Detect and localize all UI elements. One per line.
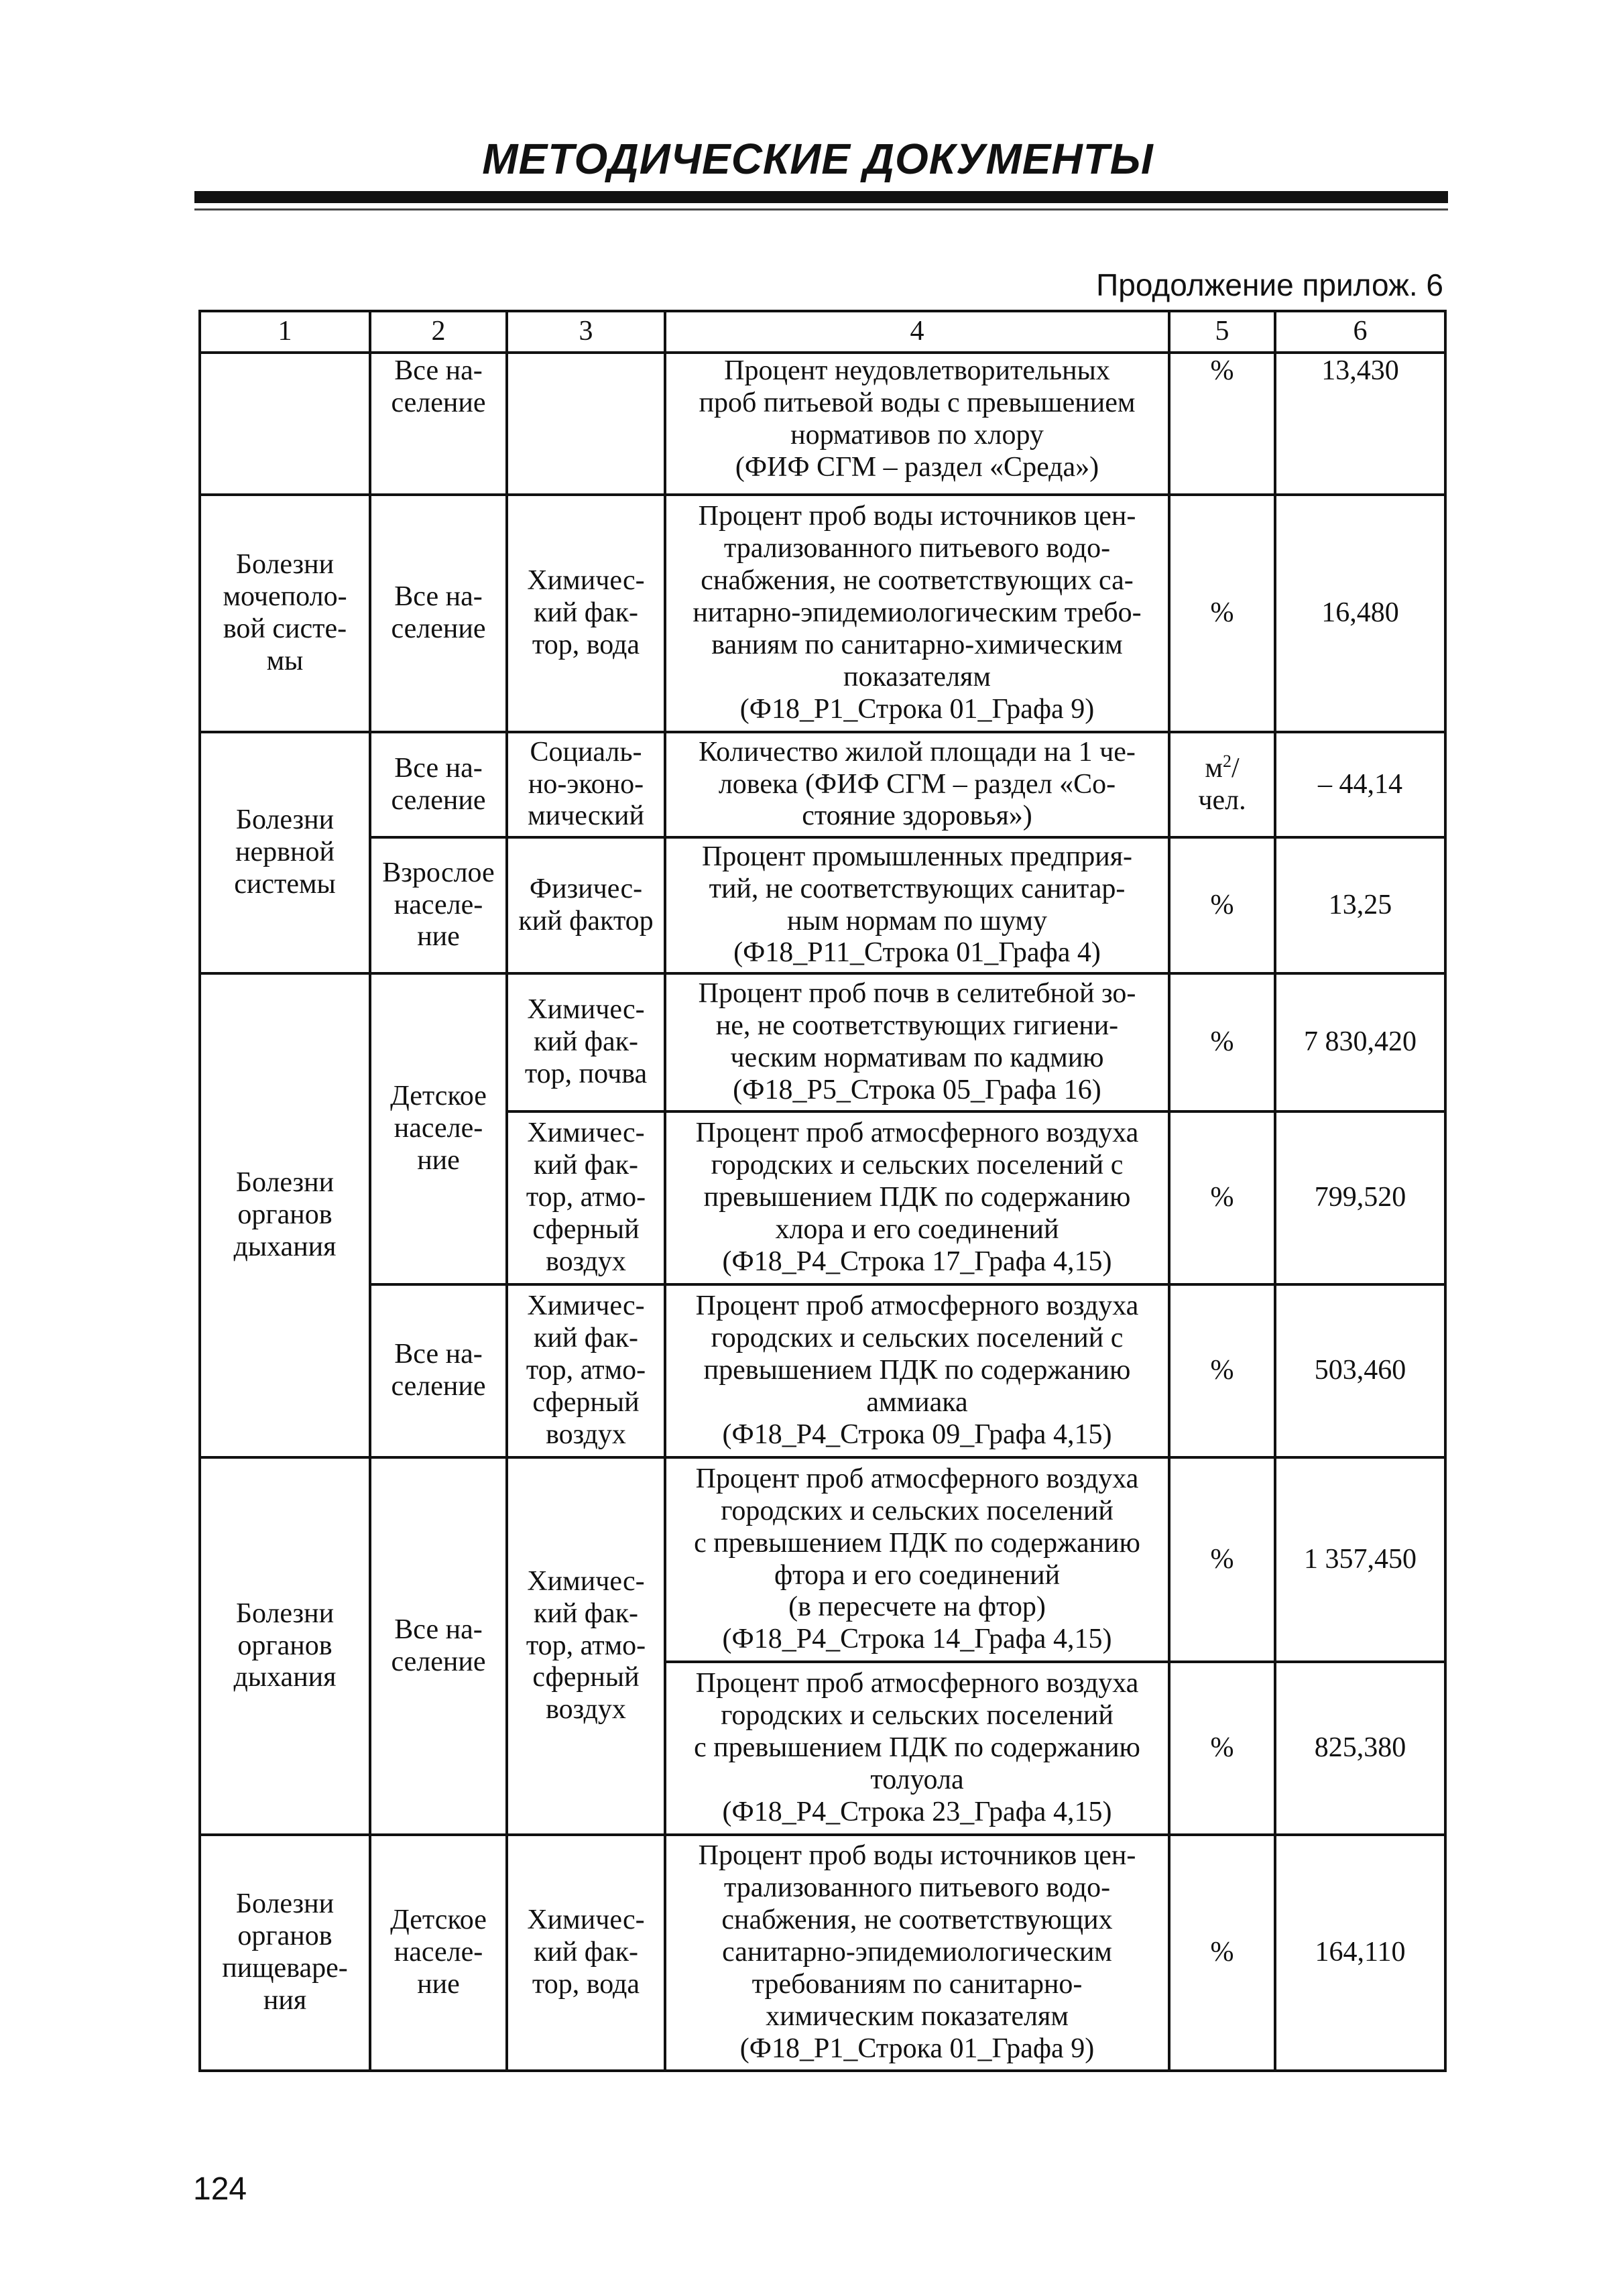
- unit-cell: %: [1169, 353, 1275, 495]
- unit-cell: %: [1169, 837, 1275, 973]
- value-cell: 164,110: [1275, 1835, 1445, 2071]
- indicator-cell: Процент проб атмосферного воздуха городских и сельских поселений с превышением ПДК по содержанию фтора и его соединений (в пересчете на фтор) (Ф18_Р4_Строка 14_Графа 4,15): [665, 1457, 1169, 1662]
- population-cell: Все на- селение: [370, 732, 507, 837]
- value-cell: 799,520: [1275, 1111, 1445, 1284]
- factor-cell: Химичес- кий фак- тор, вода: [507, 495, 665, 732]
- header-rule-thick: [194, 191, 1448, 203]
- unit-cell: %: [1169, 1457, 1275, 1662]
- value-cell: 13,430: [1275, 353, 1445, 495]
- unit-cell: %: [1169, 973, 1275, 1111]
- unit-cell: %: [1169, 1111, 1275, 1284]
- disease-cell: Болезни нервной системы: [200, 732, 370, 973]
- table-row: [200, 1835, 1445, 2071]
- factor-cell: Химичес- кий фак- тор, вода: [507, 1835, 665, 2071]
- disease-cell: Болезни мочеполо- вой систе- мы: [200, 495, 370, 732]
- continuation-note: Продолжение прилож. 6: [1096, 267, 1443, 302]
- value-cell: 7 830,420: [1275, 973, 1445, 1111]
- factor-cell: Социаль- но-эконо- мический: [507, 732, 665, 837]
- population-cell: Все на- селение: [370, 353, 507, 495]
- indicator-cell: Процент проб атмосферного воздуха городских и сельских поселений с превышением ПДК по содержанию хлора и его соединений (Ф18_Р4_Строка 17_Графа 4,15): [665, 1111, 1169, 1284]
- table-row: [200, 973, 1445, 1111]
- indicator-cell: Процент проб воды источников цен- трализованного питьевого водо- снабжения, не соответствующих санитарно-эпидемиологическим требованиям по санитарно- химическим показателям (Ф18_Р1_Строка 01_Графа 9): [665, 1835, 1169, 2071]
- column-number-4: 4: [665, 311, 1169, 353]
- table-row: [200, 732, 1445, 837]
- disease-cell: Болезни органов пищеваре- ния: [200, 1835, 370, 2071]
- value-cell: 825,380: [1275, 1662, 1445, 1835]
- column-number-3: 3: [507, 311, 665, 353]
- value-cell: 1 357,450: [1275, 1457, 1445, 1662]
- indicator-cell: Количество жилой площади на 1 че- ловека (ФИФ СГМ – раздел «Со- стояние здоровья»): [665, 732, 1169, 837]
- table-row: [200, 1284, 1445, 1457]
- disease-cell: Болезни органов дыхания: [200, 1457, 370, 1835]
- value-cell: 16,480: [1275, 495, 1445, 732]
- population-cell: Взрослое населе- ние: [370, 837, 507, 973]
- running-header-title: МЕТОДИЧЕСКИЕ ДОКУМЕНТЫ: [482, 135, 1154, 183]
- population-cell: Все на- селение: [370, 1457, 507, 1835]
- population-cell: Все на- селение: [370, 1284, 507, 1457]
- column-number-row: [200, 311, 1445, 353]
- column-number-1: 1: [200, 311, 370, 353]
- unit-cell: $м^2/$ чел.: [1169, 732, 1275, 837]
- page-number: 124: [193, 2171, 247, 2207]
- header-rule-thin: [194, 208, 1448, 210]
- value-cell: 13,25: [1275, 837, 1445, 973]
- unit-cell: %: [1169, 1835, 1275, 2071]
- value-cell: 503,460: [1275, 1284, 1445, 1457]
- column-number-6: 6: [1275, 311, 1445, 353]
- indicator-cell: Процент проб атмосферного воздуха городских и сельских поселений с превышением ПДК по содержанию толуола (Ф18_Р4_Строка 23_Графа 4,15): [665, 1662, 1169, 1835]
- indicator-cell: Процент неудовлетворительных проб питьевой воды с превышением нормативов по хлору (ФИФ СГМ – раздел «Среда»): [665, 353, 1169, 495]
- table-row: [200, 353, 1445, 495]
- column-number-2: 2: [370, 311, 507, 353]
- unit-cell: %: [1169, 495, 1275, 732]
- factor-cell: Химичес- кий фак- тор, атмо- сферный воздух: [507, 1284, 665, 1457]
- unit-cell: %: [1169, 1662, 1275, 1835]
- disease-cell: Болезни органов дыхания: [200, 973, 370, 1457]
- column-number-5: 5: [1169, 311, 1275, 353]
- factor-cell-empty: [507, 353, 665, 495]
- table-row: [200, 837, 1445, 973]
- table-row: [200, 495, 1445, 732]
- indicator-cell: Процент проб воды источников цен- трализованного питьевого водо- снабжения, не соответствующих са- нитарно-эпидемиологическим требо- ваниям по санитарно-химическим показателям (Ф18_Р1_Строка 01_Графа 9): [665, 495, 1169, 732]
- table-row: [200, 1457, 1445, 1662]
- factor-cell: Химичес- кий фак- тор, почва: [507, 973, 665, 1111]
- factor-cell: Химичес- кий фак- тор, атмо- сферный воздух: [507, 1457, 665, 1835]
- unit-cell: %: [1169, 1284, 1275, 1457]
- data-table: [198, 310, 1447, 2072]
- indicator-cell: Процент проб почв в селитебной зо- не, не соответствующих гигиени- ческим нормативам по кадмию (Ф18_Р5_Строка 05_Графа 16): [665, 973, 1169, 1111]
- indicator-cell: Процент проб атмосферного воздуха городских и сельских поселений с превышением ПДК по содержанию аммиака (Ф18_Р4_Строка 09_Графа 4,15): [665, 1284, 1169, 1457]
- factor-cell: Химичес- кий фак- тор, атмо- сферный воздух: [507, 1111, 665, 1284]
- factor-cell: Физичес- кий фактор: [507, 837, 665, 973]
- indicator-cell: Процент промышленных предприя- тий, не соответствующих санитар- ным нормам по шуму (Ф18_Р11_Строка 01_Графа 4): [665, 837, 1169, 973]
- population-cell: Детское населе- ние: [370, 1835, 507, 2071]
- value-cell: – 44,14: [1275, 732, 1445, 837]
- disease-cell-empty: [200, 353, 370, 495]
- population-cell: Все на- селение: [370, 495, 507, 732]
- population-cell: Детское населе- ние: [370, 973, 507, 1284]
